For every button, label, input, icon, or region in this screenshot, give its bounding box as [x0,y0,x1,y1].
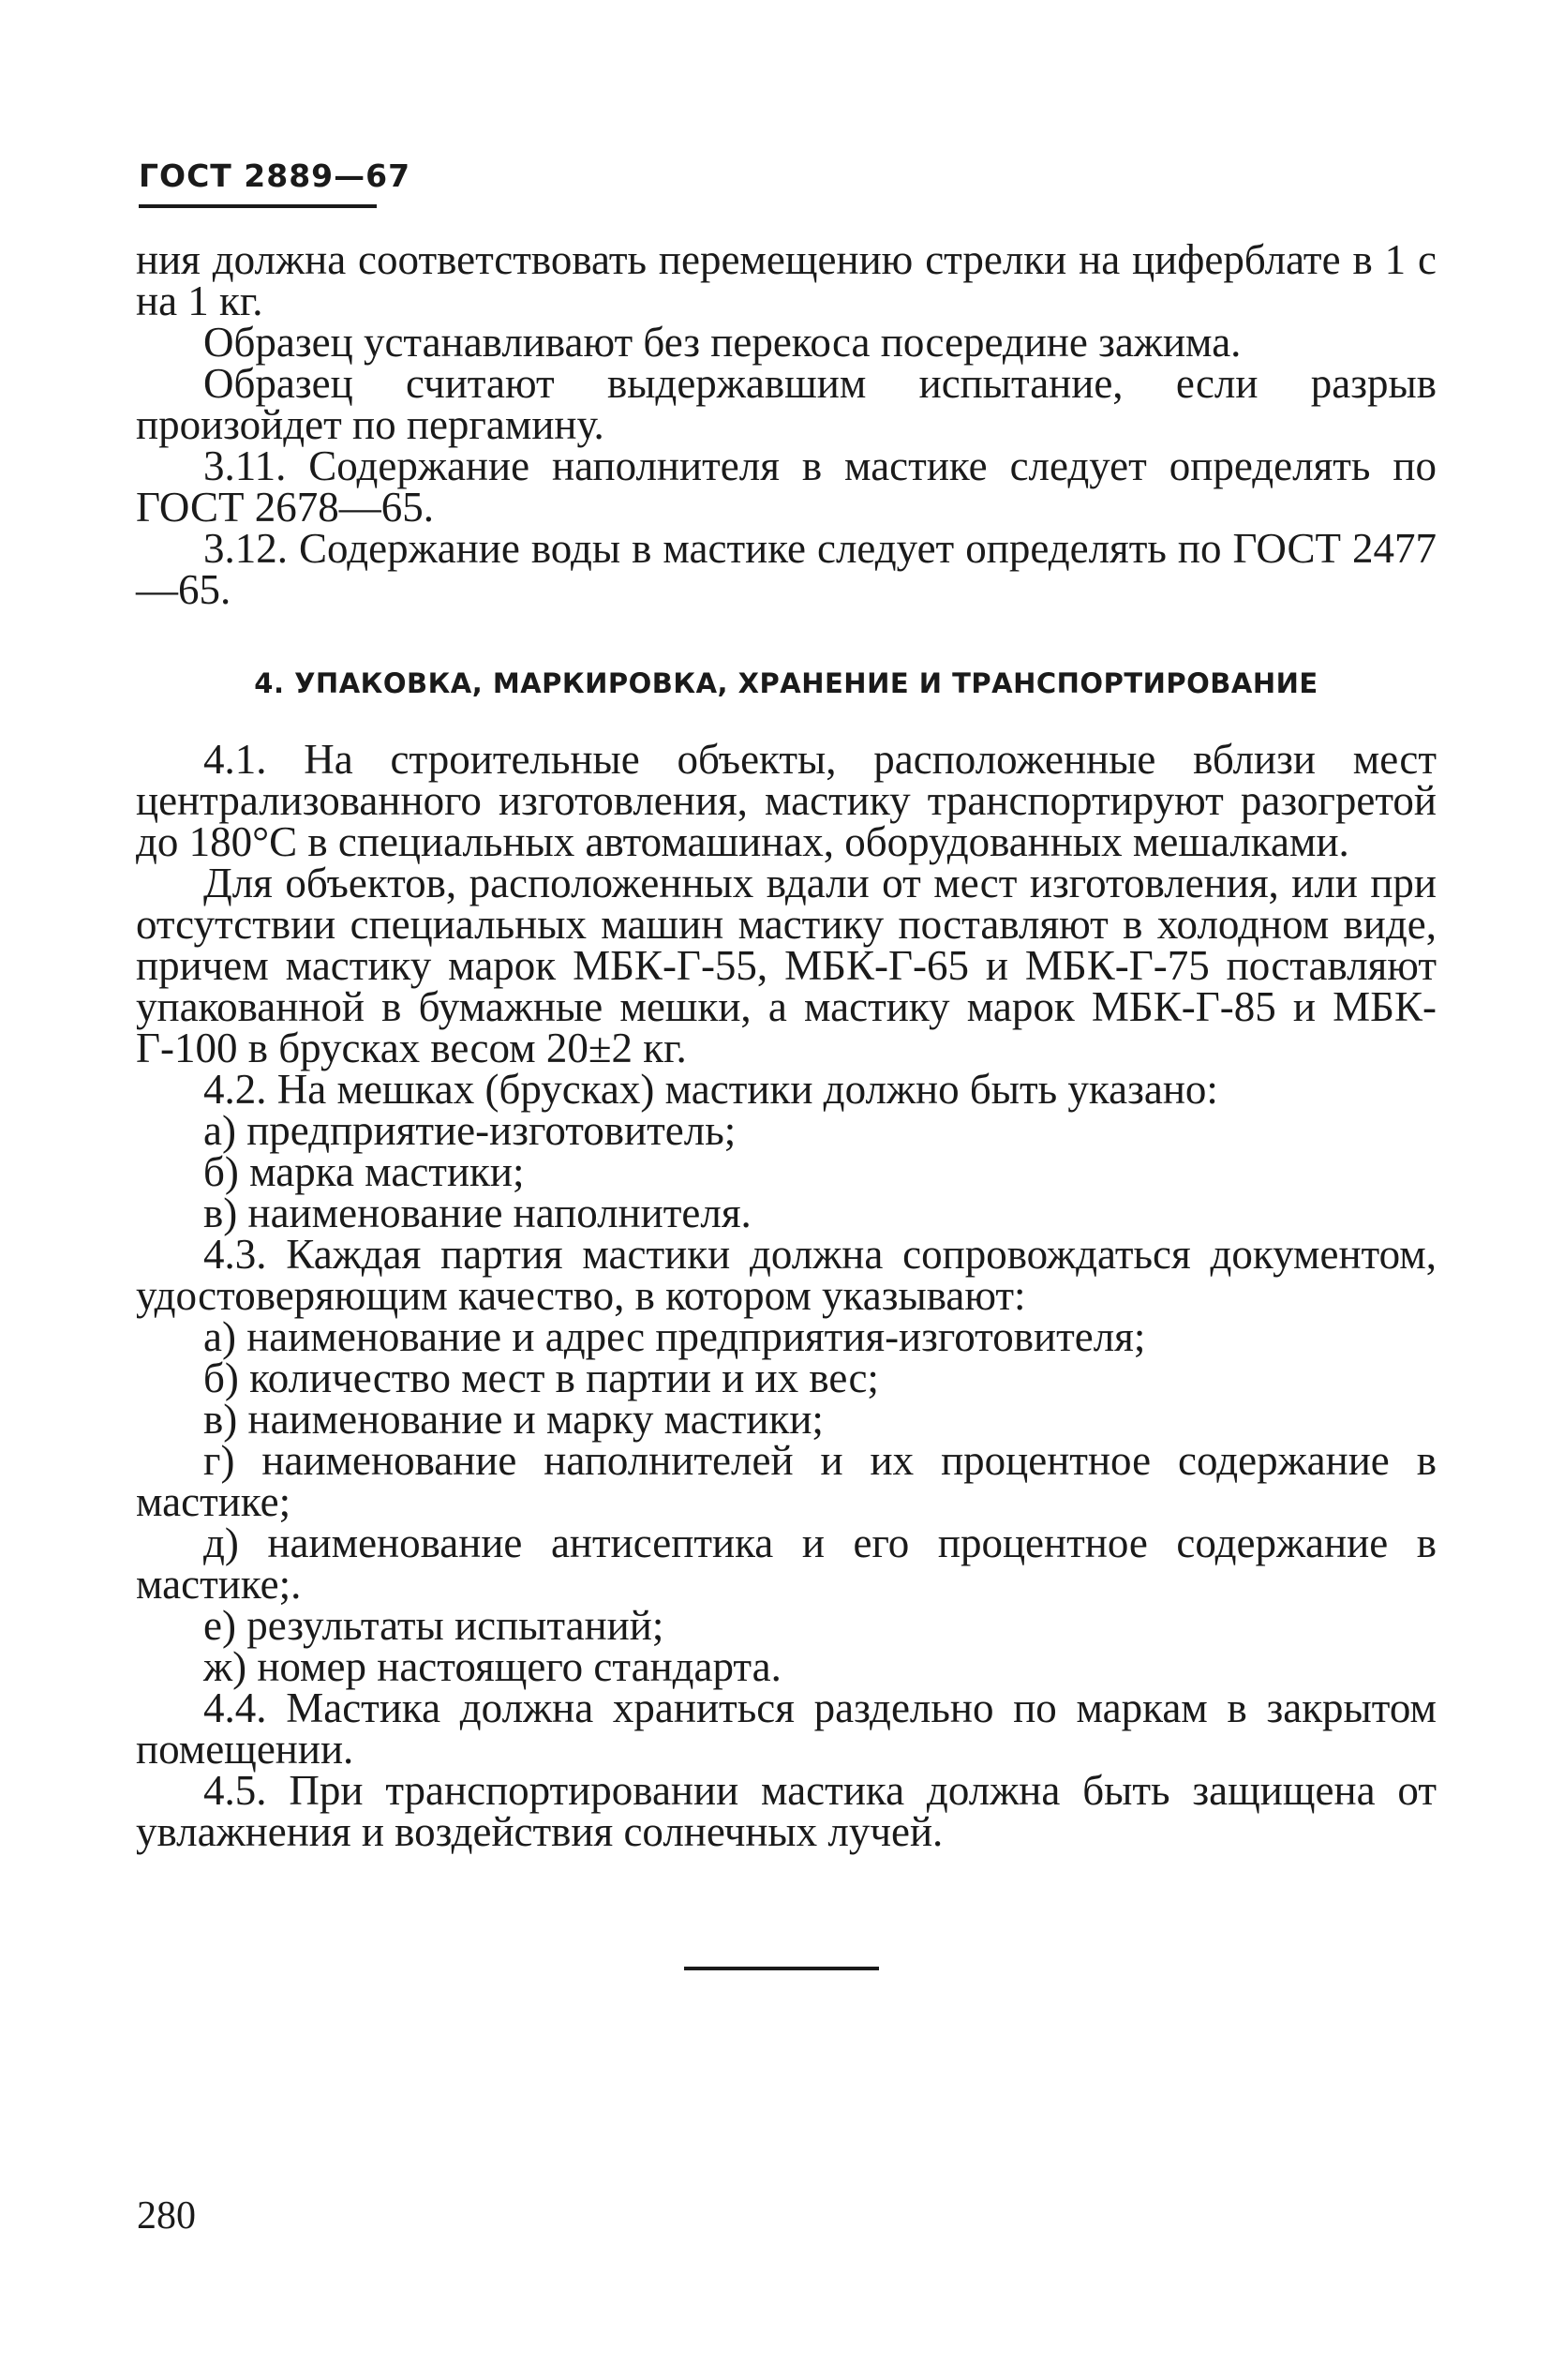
list-item: г) наименование наполнителей и их процентное содержание в мастике; [136,1437,1437,1525]
section-4-body [136,736,1437,1855]
paragraph-4-2: 4.2. На мешках (брусках) мастики должно быть указано: [203,1066,1218,1113]
list-item: е) результаты испытаний; [203,1602,664,1649]
list-item: а) наименование и адрес предприятия-изготовителя; [203,1313,1146,1360]
list-item: в) наименование наполнителя. [203,1190,752,1236]
continuation-block [136,236,1437,613]
paragraph: Образец считают выдержавшим испытание, если разрыв произойдет по пергамину. [136,360,1437,448]
page-number: 280 [137,2194,196,2238]
paragraph-4-5: 4.5. При транспортировании мастика должна быть защищена от увлажнения и воздействия солнечных лучей. [136,1767,1437,1855]
paragraph-4-3: 4.3. Каждая партия мастики должна сопровождаться документом, удостоверяющим качество, в котором указывают: [136,1231,1437,1319]
list-item: в) наименование и марку мастики; [203,1396,824,1443]
paragraph-3-12: 3.12. Содержание воды в мастике следует определять по ГОСТ 2477—65. [136,525,1437,613]
list-item: б) количество мест в партии и их вес; [203,1355,879,1401]
paragraph-4-4: 4.4. Мастика должна храниться раздельно по маркам в закрытом помещении. [136,1684,1437,1773]
end-of-text-rule [684,1967,879,1970]
paragraph: Для объектов, расположенных вдали от мест изготовления, или при отсутствии специальных машин мастику поставляют в холодном виде, причем мастику марок МБК-Г-55, МБК-Г-65 и МБК-Г-75 поставляют упакованной в бумажные мешки, а мастику марок МБК-Г-85 и МБК-Г-100 в брусках весом 20±2 кг. [136,860,1437,1071]
paragraph-4-1: 4.1. На строительные объекты, расположенные вблизи мест централизованного изготовления, мастику транспортируют разогретой до 180°С в специальных автомашинах, оборудованных мешалками. [136,736,1437,865]
document-header: ГОСТ 2889—67 [139,157,411,194]
paragraph: ния должна соответствовать перемещению стрелки на циферблате в 1 с на 1 кг. [136,236,1437,324]
header-underline [139,204,377,208]
list-item: ж) номер настоящего стандарта. [203,1643,782,1690]
list-item: а) предприятие-изготовитель; [203,1107,737,1154]
paragraph-3-11: 3.11. Содержание наполнителя в мастике следует определять по ГОСТ 2678—65. [136,442,1437,531]
list-item: б) марка мастики; [203,1148,525,1195]
list-item: д) наименование антисептика и его процентное содержание в мастике;. [136,1519,1437,1608]
paragraph: Образец устанавливают без перекоса посередине зажима. [203,319,1242,366]
section-4-title: 4. УПАКОВКА, МАРКИРОВКА, ХРАНЕНИЕ И ТРАНСПОРТИРОВАНИЕ [254,667,1318,699]
